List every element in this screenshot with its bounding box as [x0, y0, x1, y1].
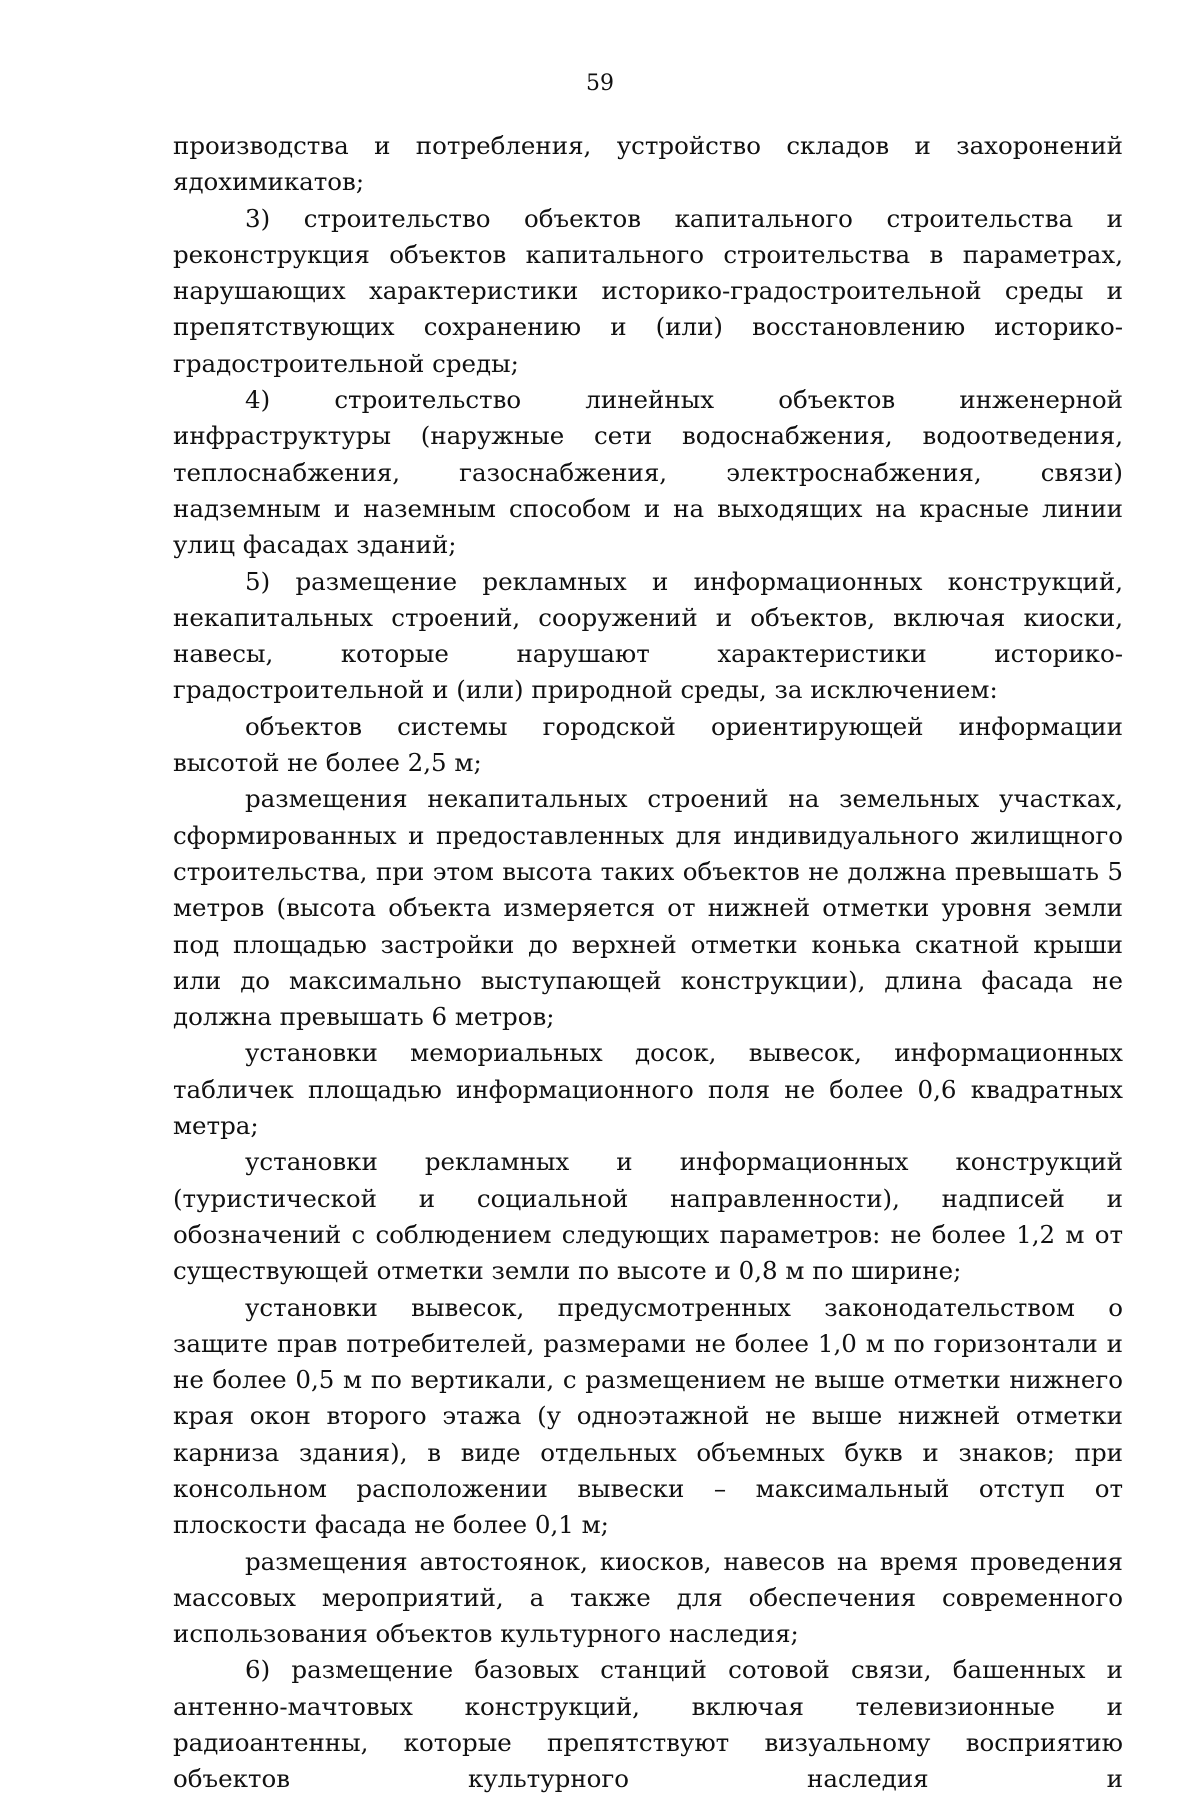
paragraph-exception-orientation-info: объектов системы городской ориентирующей информации высотой не более 2,5 м;: [173, 711, 1123, 778]
document-body: [173, 128, 1123, 1798]
paragraph-item-5: 5) размещение рекламных и информационных конструкций, некапитальных строений, сооружений и объектов, включая киоски, навесы, которые нарушают характеристики историко-градостроительной и (или) природной среды, за исключением:: [173, 566, 1123, 705]
paragraph-item-6: 6) размещение базовых станций сотовой связи, башенных и антенно-мачтовых конструкций, включая телевизионные и радиоантенны, которые препятствуют визуальному восприятию объектов культурного наследия и: [173, 1655, 1123, 1794]
paragraph-exception-memorial-plaques: установки мемориальных досок, вывесок, информационных табличек площадью информационного поля не более 0,6 квадратных метра;: [173, 1038, 1123, 1141]
paragraph-continuation: производства и потребления, устройство складов и захоронений ядохимикатов;: [173, 131, 1123, 197]
paragraph-item-3: 3) строительство объектов капитального строительства и реконструкция объектов капитального строительства в параметрах, нарушающих характеристики историко-градостроительной среды и препятствующих сохранению и (или) восстановлению историко-градостроительной среды;: [173, 203, 1123, 378]
paragraph-exception-parking-kiosks: размещения автостоянок, киосков, навесов на время проведения массовых мероприятий, а также для обеспечения современного использования объектов культурного наследия;: [173, 1546, 1123, 1649]
paragraph-exception-non-capital-structures: размещения некапитальных строений на земельных участках, сформированных и предоставленных для индивидуального жилищного строительства, при этом высота таких объектов не должна превышать 5 метров (высота объекта измеряется от нижней отметки уровня земли под площадью застройки до верхней отметки конька скатной крыши или до максимально выступающей конструкции), длина фасада не должна превышать 6 метров;: [173, 784, 1123, 1032]
paragraph-item-4: 4) строительство линейных объектов инженерной инфраструктуры (наружные сети водоснабжения, водоотведения, теплоснабжения, газоснабжения, электроснабжения, связи) надземным и наземным способом и на выходящих на красные линии улиц фасадах зданий;: [173, 385, 1123, 560]
paragraph-exception-consumer-signs: установки вывесок, предусмотренных законодательством о защите прав потребителей, размерами не более 1,0 м по горизонтали и не более 0,5 м по вертикали, с размещением не выше отметки нижнего края окон второго этажа (у одноэтажной не выше нижней отметки карниза здания), в виде отдельных объемных букв и знаков; при консольном расположении вывески – максимальный отступ от плоскости фасада не более 0,1 м;: [173, 1292, 1123, 1540]
paragraph-exception-tourist-signs: установки рекламных и информационных конструкций (туристической и социальной направленности), надписей и обозначений с соблюдением следующих параметров: не более 1,2 м от существующей отметки земли по высоте и 0,8 м по ширине;: [173, 1147, 1123, 1286]
page-number: 59: [586, 71, 614, 96]
